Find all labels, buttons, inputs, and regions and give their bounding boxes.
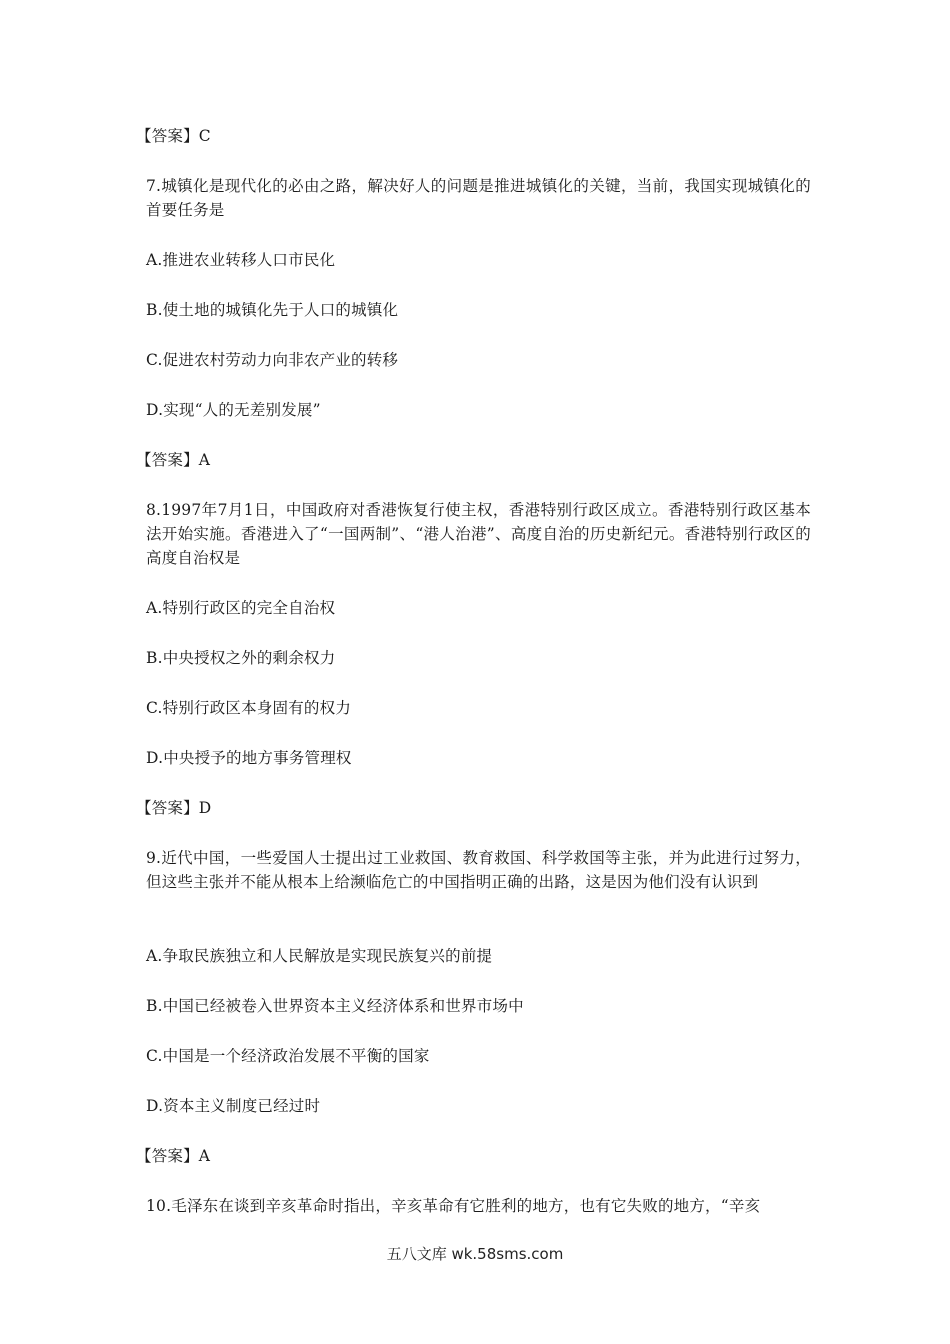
footer-watermark: 五八文库 wk.58sms.com: [386, 1245, 564, 1263]
question-7-option-b: B.使土地的城镇化先于人口的城镇化: [146, 301, 399, 319]
question-8-option-d: D.中央授予的地方事务管理权: [146, 749, 352, 767]
question-7-stem: 7.城镇化是现代化的必由之路，解决好人的问题是推进城镇化的关键，当前，我国实现城镇化的首要任务是: [146, 177, 811, 219]
question-10-stem: 10.毛泽东在谈到辛亥革命时指出，辛亥革命有它胜利的地方，也有它失败的地方，“辛亥: [146, 1197, 761, 1215]
question-8-option-a: A.特别行政区的完全自治权: [146, 599, 336, 617]
answer-6: 【答案】C: [136, 127, 211, 145]
question-9-option-b: B.中国已经被卷入世界资本主义经济体系和世界市场中: [146, 997, 524, 1015]
question-8-option-c: C.特别行政区本身固有的权力: [146, 699, 352, 717]
answer-7: 【答案】A: [136, 451, 211, 469]
question-9-option-c: C.中国是一个经济政治发展不平衡的国家: [146, 1047, 430, 1065]
answer-8: 【答案】D: [136, 799, 212, 817]
answer-9: 【答案】A: [136, 1147, 211, 1165]
question-7-option-a: A.推进农业转移人口市民化: [146, 251, 336, 269]
question-9-option-a: A.争取民族独立和人民解放是实现民族复兴的前提: [146, 947, 493, 965]
question-9-option-d: D.资本主义制度已经过时: [146, 1097, 321, 1115]
question-9-stem: 9.近代中国，一些爱国人士提出过工业救国、教育救国、科学救国等主张，并为此进行过努力，但这些主张并不能从根本上给濒临危亡的中国指明正确的出路，这是因为他们没有认识到: [146, 849, 811, 891]
question-7-option-d: D.实现“人的无差别发展”: [146, 401, 321, 419]
question-8-stem: 8.1997年7月1日，中国政府对香港恢复行使主权，香港特别行政区成立。香港特别行政区基本法开始实施。香港进入了“一国两制”、“港人治港”、高度自治的历史新纪元。香港特别行政区的高度自治权是: [146, 501, 811, 567]
question-8-option-b: B.中央授权之外的剩余权力: [146, 649, 336, 667]
question-7-option-c: C.促进农村劳动力向非农产业的转移: [146, 351, 399, 369]
